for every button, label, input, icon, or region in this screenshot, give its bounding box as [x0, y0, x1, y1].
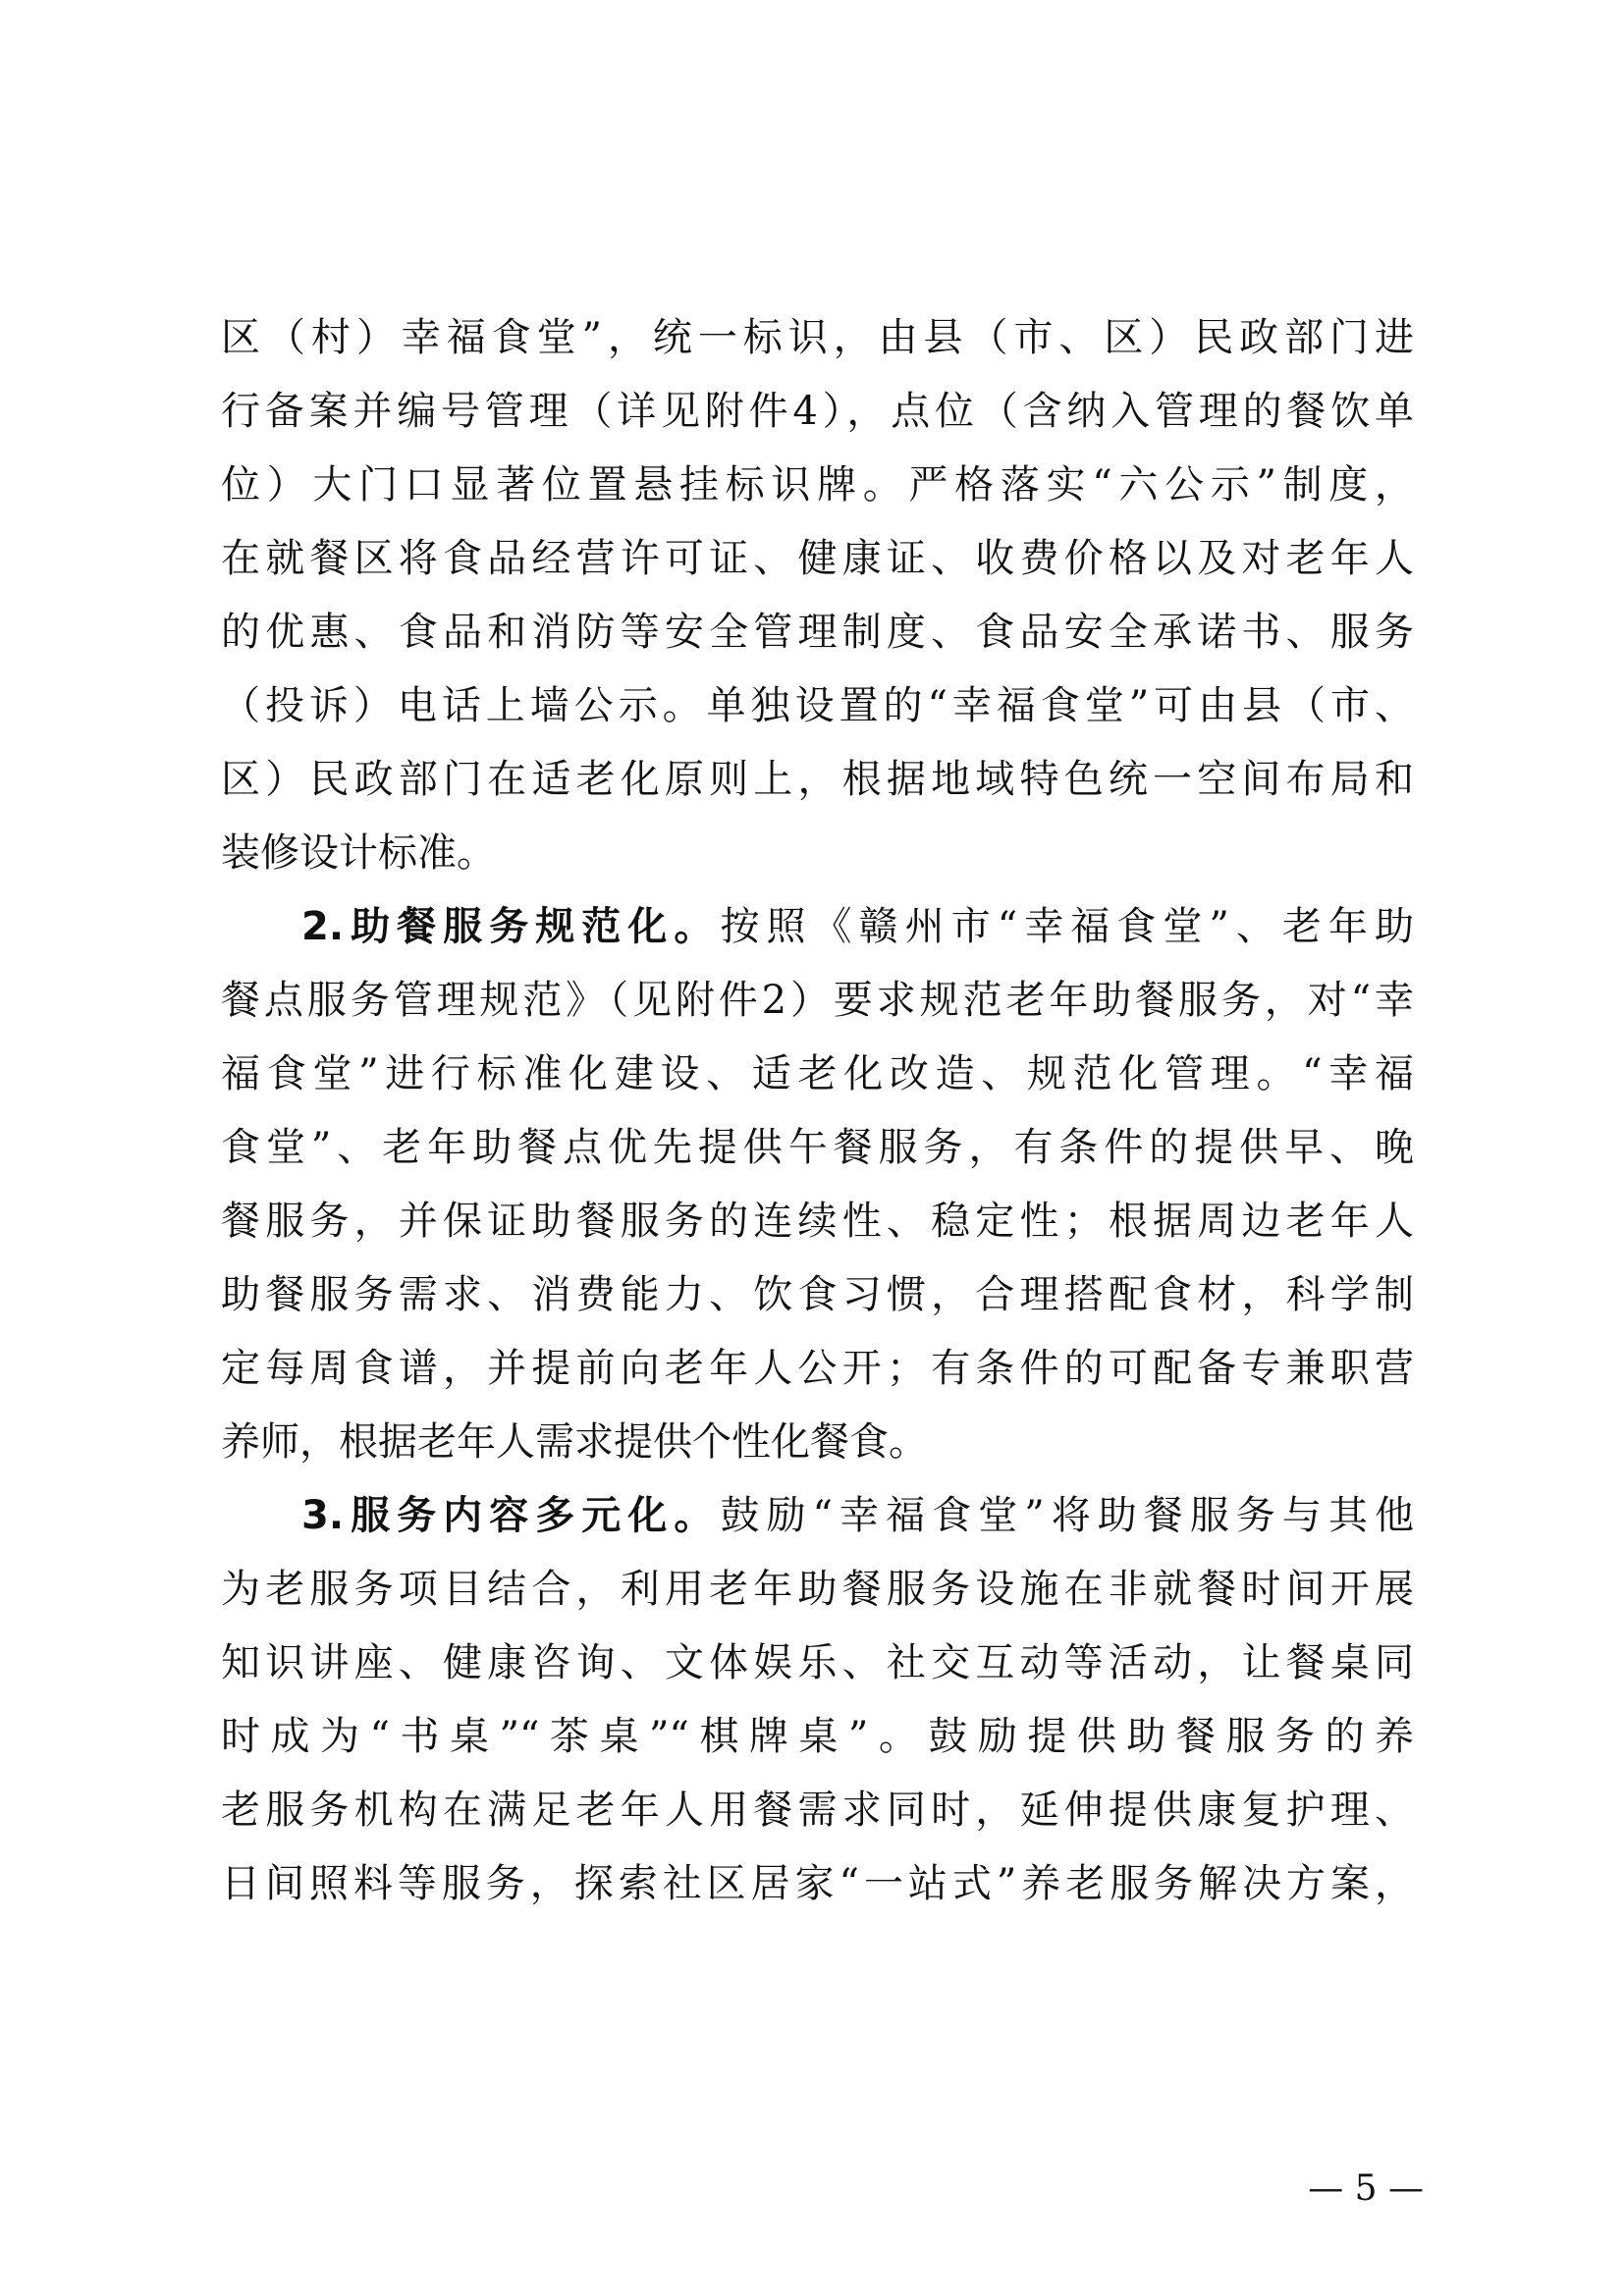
text-line: 区（村）幸福食堂”，统一标识，由县（市、区）民政部门进	[221, 315, 1414, 360]
text-run: 鼓励“幸福食堂”将助餐服务与其他	[720, 1493, 1414, 1538]
section-heading: 3.服务内容多元化。	[301, 1493, 721, 1538]
text-line: （投诉）电话上墙公示。单独设置的“幸福食堂”可由县（市、	[221, 683, 1414, 728]
paragraph-1	[221, 301, 1414, 890]
text-line: 位）大门口显著位置悬挂标识牌。严格落实“六公示”制度，	[221, 462, 1414, 507]
text-line: 老服务机构在满足老年人用餐需求同时，延伸提供康复护理、	[221, 1788, 1414, 1833]
text-line: 福食堂”进行标准化建设、适老化改造、规范化管理。“幸福	[221, 1051, 1414, 1096]
text-line: 在就餐区将食品经营许可证、健康证、收费价格以及对老年人	[221, 536, 1414, 581]
page-number: — 5 —	[1308, 2168, 1424, 2209]
section-heading: 2.助餐服务规范化。	[301, 904, 721, 949]
text-line: 定每周食谱，并提前向老年人公开；有条件的可配备专兼职营	[221, 1346, 1414, 1391]
paragraph-2	[221, 890, 1414, 1479]
text-line: 食堂”、老年助餐点优先提供午餐服务，有条件的提供早、晚	[221, 1125, 1414, 1170]
paragraph-first-line	[221, 1479, 1414, 1553]
text-line: 为老服务项目结合，利用老年助餐服务设施在非就餐时间开展	[221, 1567, 1414, 1612]
text-line: 行备案并编号管理（详见附件4），点位（含纳入管理的餐饮单	[221, 389, 1414, 434]
text-line: 助餐服务需求、消费能力、饮食习惯，合理搭配食材，科学制	[221, 1272, 1414, 1317]
text-line: 日间照料等服务，探索社区居家“一站式”养老服务解决方案，	[221, 1861, 1414, 1906]
text-line: 时成为“书桌”“茶桌”“棋牌桌”。鼓励提供助餐服务的养	[221, 1714, 1414, 1759]
text-line: 的优惠、食品和消防等安全管理制度、食品安全承诺书、服务	[221, 610, 1414, 655]
text-line: 装修设计标准。	[221, 830, 496, 876]
paragraph-first-line	[221, 890, 1414, 964]
text-line: 餐服务，并保证助餐服务的连续性、稳定性；根据周边老年人	[221, 1199, 1414, 1244]
document-body	[221, 301, 1414, 1921]
text-line: 区）民政部门在适老化原则上，根据地域特色统一空间布局和	[221, 757, 1414, 802]
paragraph-3	[221, 1479, 1414, 1921]
text-line: 养师，根据老年人需求提供个性化餐食。	[221, 1419, 928, 1465]
text-line: 知识讲座、健康咨询、文体娱乐、社交互动等活动，让餐桌同	[221, 1640, 1414, 1685]
text-run: 按照《赣州市“幸福食堂”、老年助	[720, 904, 1414, 949]
text-line: 餐点服务管理规范》（见附件2）要求规范老年助餐服务，对“幸	[221, 978, 1414, 1023]
